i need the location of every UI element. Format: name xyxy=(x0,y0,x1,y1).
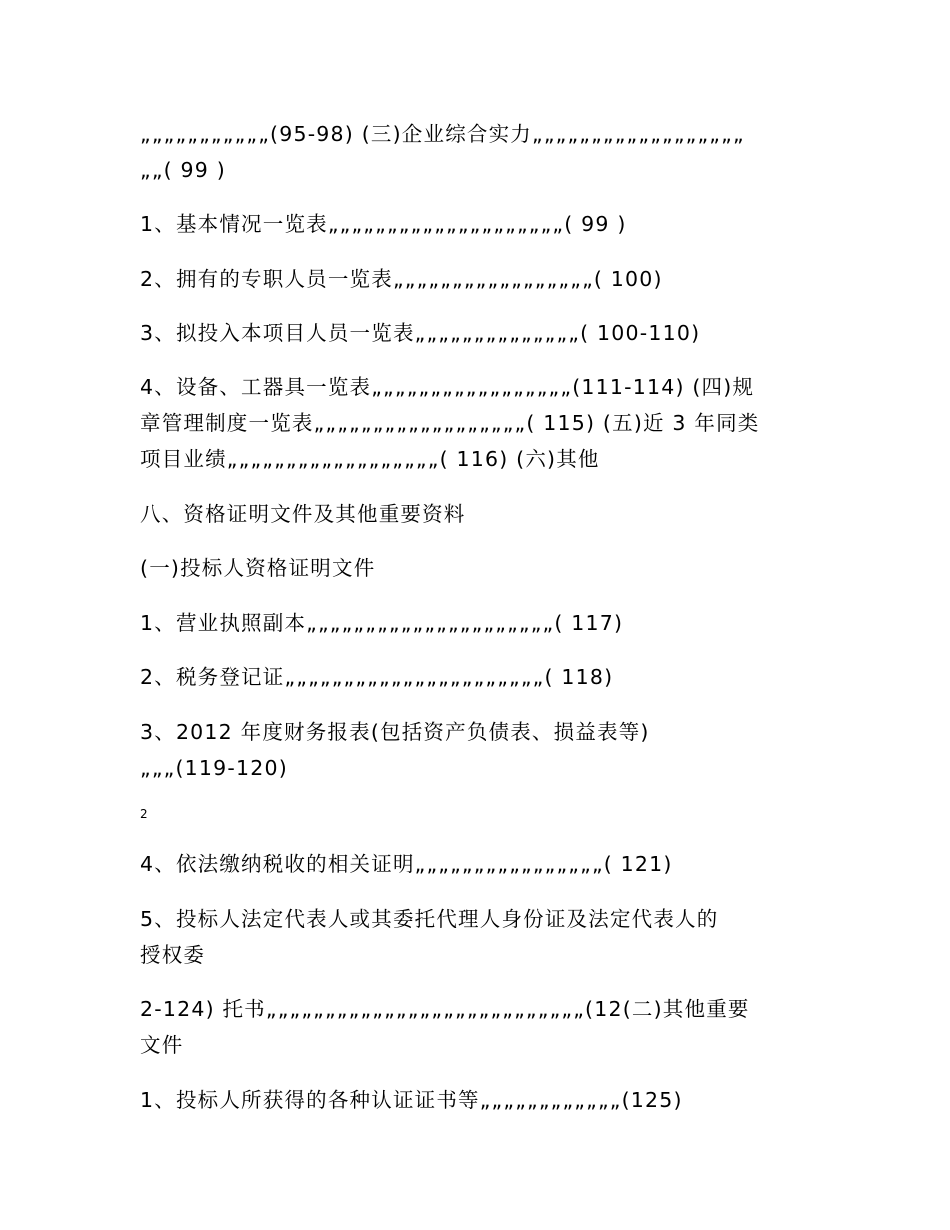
toc-line: 章管理制度一览表„„„„„„„„„„„„„„„„„„( 115) (五)近 3 年同类 xyxy=(140,411,760,435)
toc-line: 授权委 xyxy=(140,943,206,967)
toc-line: 3、拟投入本项目人员一览表„„„„„„„„„„„„„„( 100-110) xyxy=(140,321,701,345)
toc-line: 项目业绩„„„„„„„„„„„„„„„„„„( 116) (六)其他 xyxy=(140,447,600,471)
toc-line: 1、基本情况一览表„„„„„„„„„„„„„„„„„„„„( 99 ) xyxy=(140,212,627,236)
toc-line: 1、投标人所获得的各种认证证书等„„„„„„„„„„„„(125) xyxy=(140,1088,683,1112)
subsection-heading: (一)投标人资格证明文件 xyxy=(140,556,376,580)
toc-line: 4、设备、工器具一览表„„„„„„„„„„„„„„„„„(111-114) (四)规 xyxy=(140,375,755,399)
toc-line: „„( 99 ) xyxy=(140,158,226,182)
page-number: 2 xyxy=(140,807,148,821)
toc-line: 2-124) 托书„„„„„„„„„„„„„„„„„„„„„„„„„„„(12(二)其他重要 xyxy=(140,997,750,1021)
toc-line: 文件 xyxy=(140,1033,184,1057)
section-heading: 八、资格证明文件及其他重要资料 xyxy=(140,502,466,526)
toc-line: 1、营业执照副本„„„„„„„„„„„„„„„„„„„„„( 117) xyxy=(140,611,624,635)
toc-line: 2、拥有的专职人员一览表„„„„„„„„„„„„„„„„„( 100) xyxy=(140,267,663,291)
toc-line: 4、依法缴纳税收的相关证明„„„„„„„„„„„„„„„„( 121) xyxy=(140,852,673,876)
toc-line: 5、投标人法定代表人或其委托代理人身份证及法定代表人的 xyxy=(140,907,719,931)
toc-line: „„„„„„„„„„„(95-98) (三)企业综合实力„„„„„„„„„„„„„„„„„„ xyxy=(140,122,745,146)
toc-line: 2、税务登记证„„„„„„„„„„„„„„„„„„„„„„( 118) xyxy=(140,665,614,689)
toc-line: 3、2012 年度财务报表(包括资产负债表、损益表等) xyxy=(140,720,650,744)
toc-line: „„„(119-120) xyxy=(140,756,288,780)
